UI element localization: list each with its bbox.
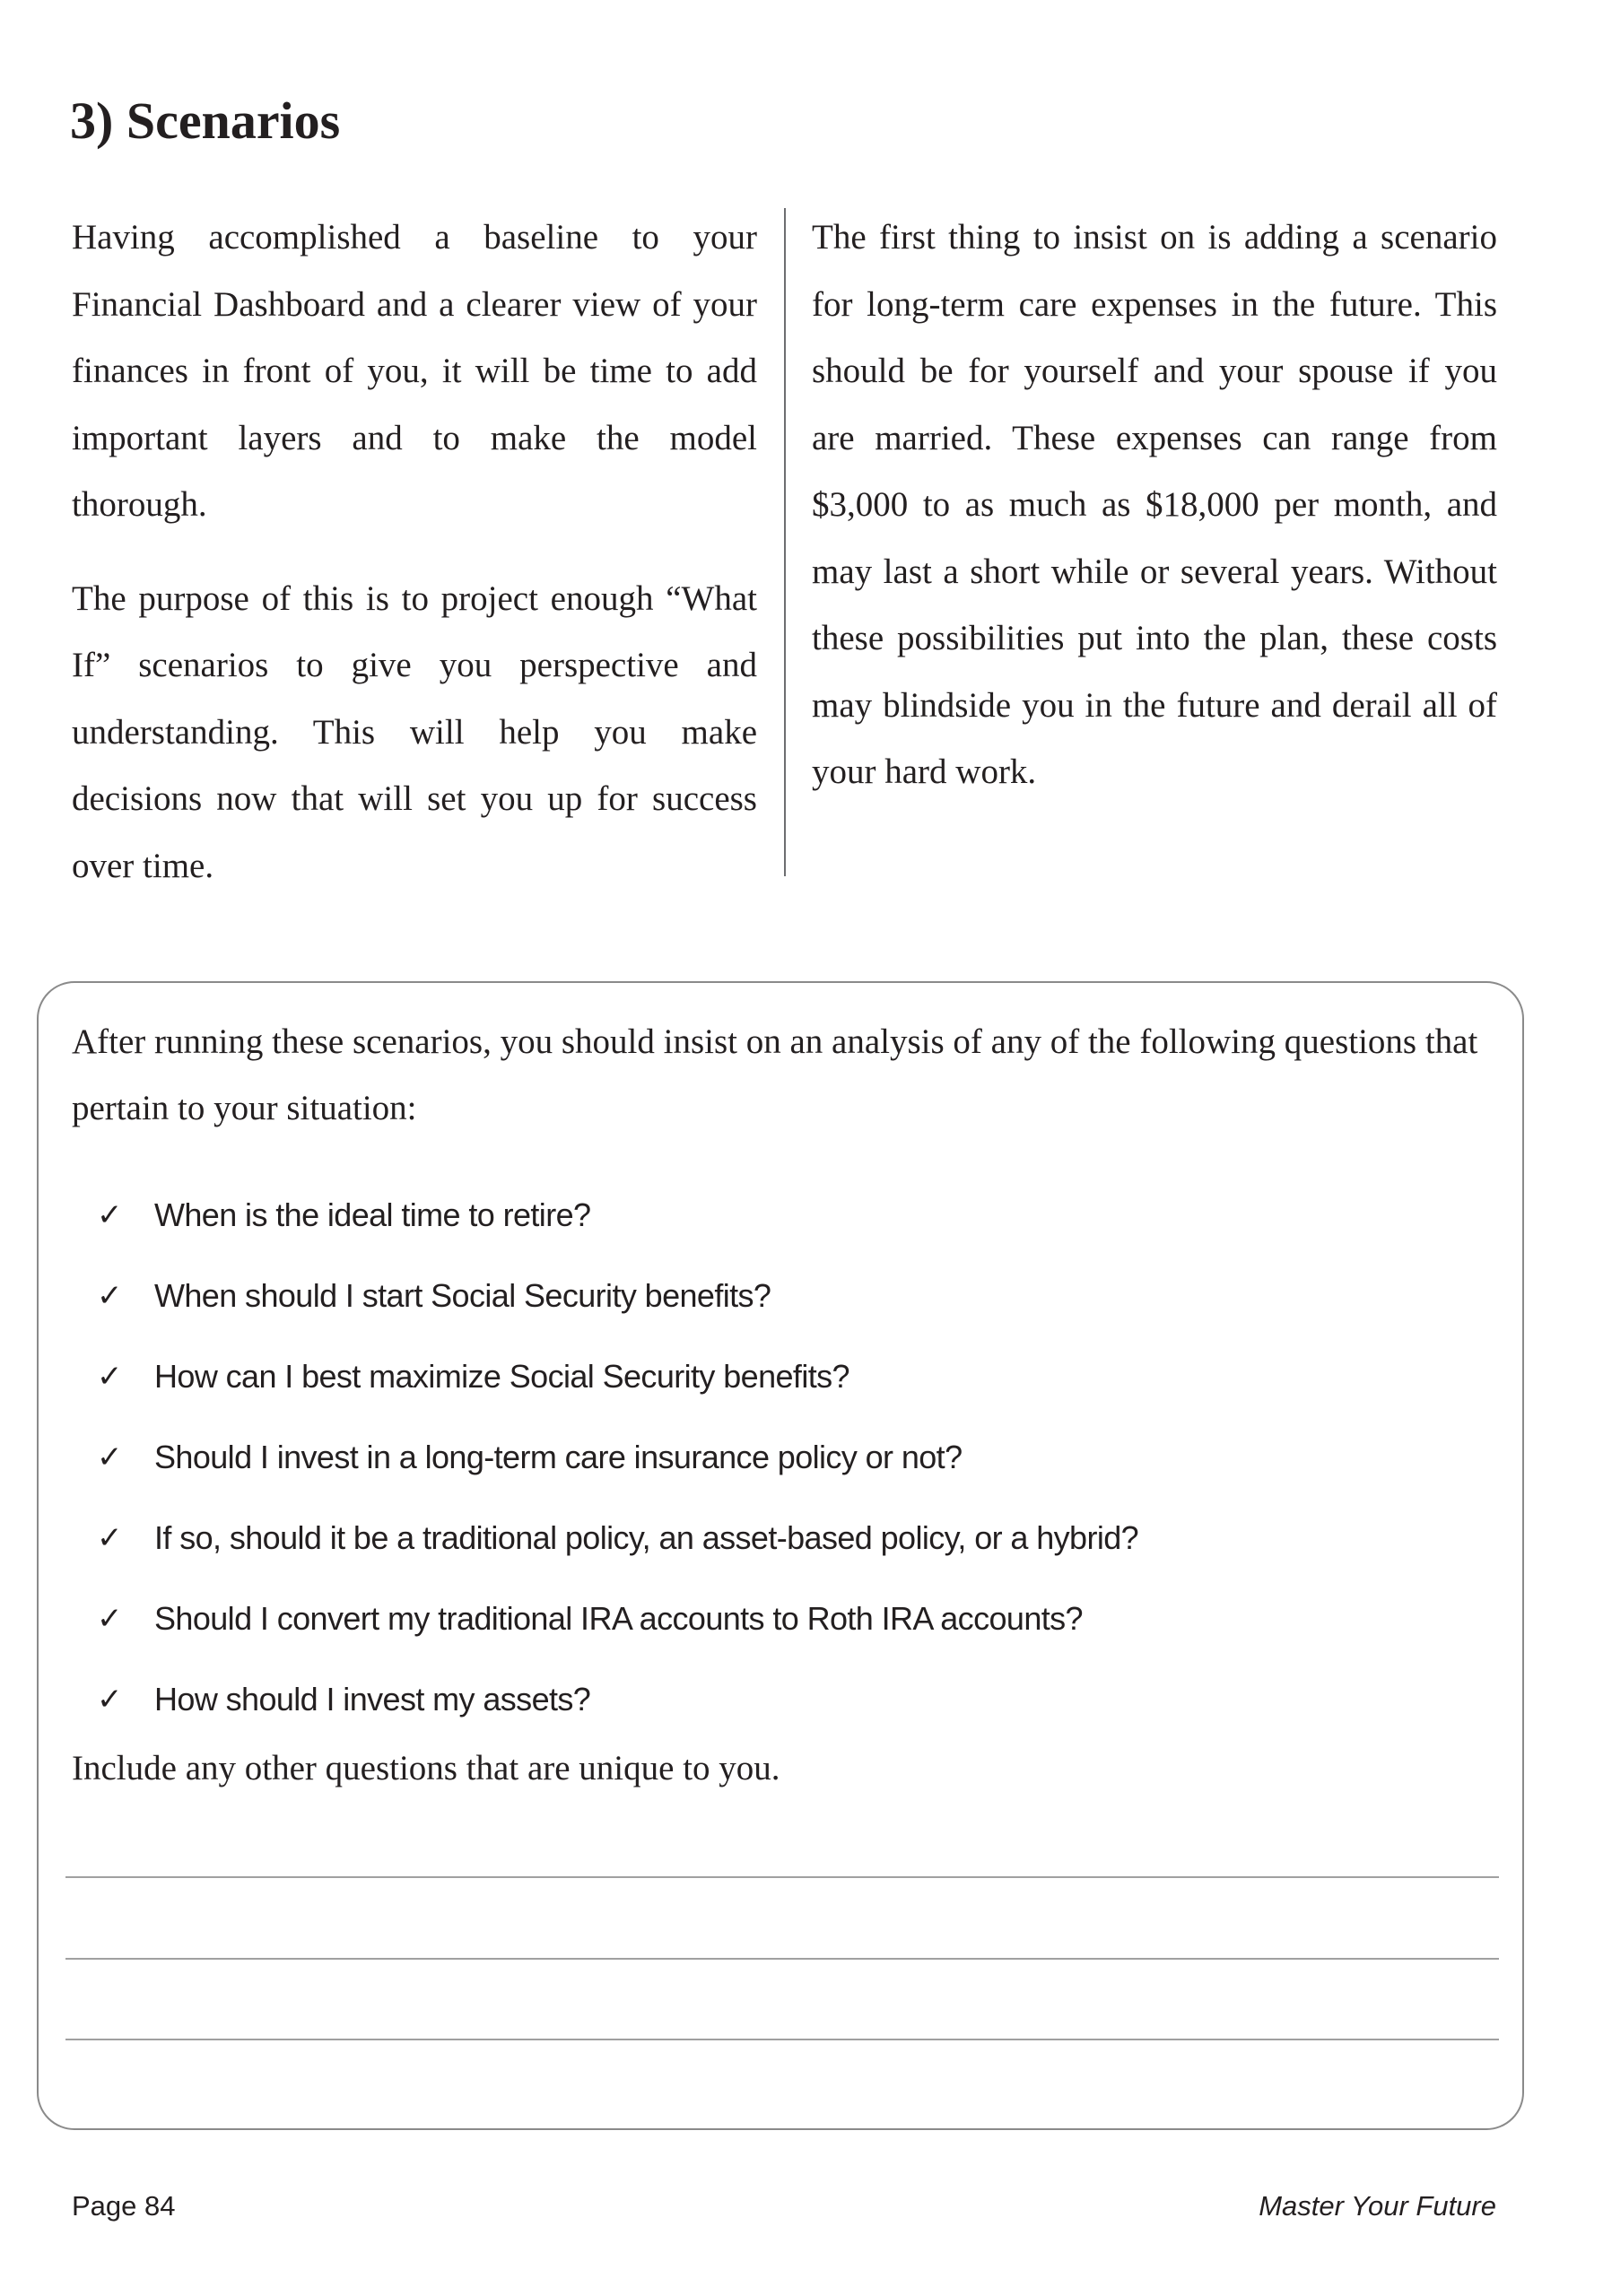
checklist-item [97, 1256, 1138, 1336]
checkmark-icon: ✓ [97, 1198, 122, 1232]
question-text: If so, should it be a traditional policy, an asset-based policy, or a hybrid? [154, 1519, 1139, 1556]
checklist-item [97, 1175, 1138, 1256]
questions-outro: Include any other questions that are unique to you. [72, 1749, 780, 1787]
question-text: When is the ideal time to retire? [154, 1196, 591, 1233]
checkmark-icon: ✓ [97, 1440, 122, 1474]
purpose-paragraph: The purpose of this is to project enough “What If” scenarios to give you perspective and understanding. This will help you make decisions now that will set you up for success over time. [72, 578, 757, 885]
checkmark-icon: ✓ [97, 1683, 122, 1717]
checklist-item [97, 1659, 1138, 1740]
checkmark-icon: ✓ [97, 1360, 122, 1394]
writing-line[interactable] [65, 2039, 1499, 2040]
question-text: Should I invest in a long-term care insurance policy or not? [154, 1439, 963, 1475]
writing-line[interactable] [65, 1958, 1499, 1960]
right-column [812, 204, 1497, 806]
long-term-care-paragraph: The first thing to insist on is adding a scenario for long-term care expenses in the future. This should be for yourself and your spouse if you are married. These expenses can range from $3,000 to as much as $18,000 per month, and may last a short while or several years. Without these possibilities put into the plan, these costs may blindside you in the future and derail all of your hard work. [812, 218, 1497, 791]
checklist-item [97, 1417, 1138, 1498]
question-text: When should I start Social Security benefits? [154, 1277, 771, 1314]
question-text: Should I convert my traditional IRA accounts to Roth IRA accounts? [154, 1600, 1083, 1637]
left-column [72, 204, 757, 900]
questions-intro: After running these scenarios, you should insist on an analysis of any of the following questions that pertain to your situation: [72, 1022, 1478, 1127]
question-text: How should I invest my assets? [154, 1681, 591, 1718]
intro-paragraph: Having accomplished a baseline to your Financial Dashboard and a clearer view of your finances in front of you, it will be time to add important layers and to make the model thorough. [72, 218, 757, 524]
writing-line[interactable] [65, 1876, 1499, 1878]
question-text: How can I best maximize Social Security benefits? [154, 1358, 849, 1395]
page-title: 3) Scenarios [70, 91, 341, 150]
checkmark-icon: ✓ [97, 1521, 122, 1555]
checkmark-icon: ✓ [97, 1602, 122, 1636]
page-number: Page 84 [72, 2190, 176, 2222]
checkmark-icon: ✓ [97, 1279, 122, 1313]
book-title: Master Your Future [1259, 2190, 1496, 2222]
checklist-item [97, 1498, 1138, 1578]
checklist-item [97, 1336, 1138, 1417]
checklist-item [97, 1578, 1138, 1659]
question-checklist [97, 1175, 1138, 1740]
column-divider [784, 208, 786, 876]
